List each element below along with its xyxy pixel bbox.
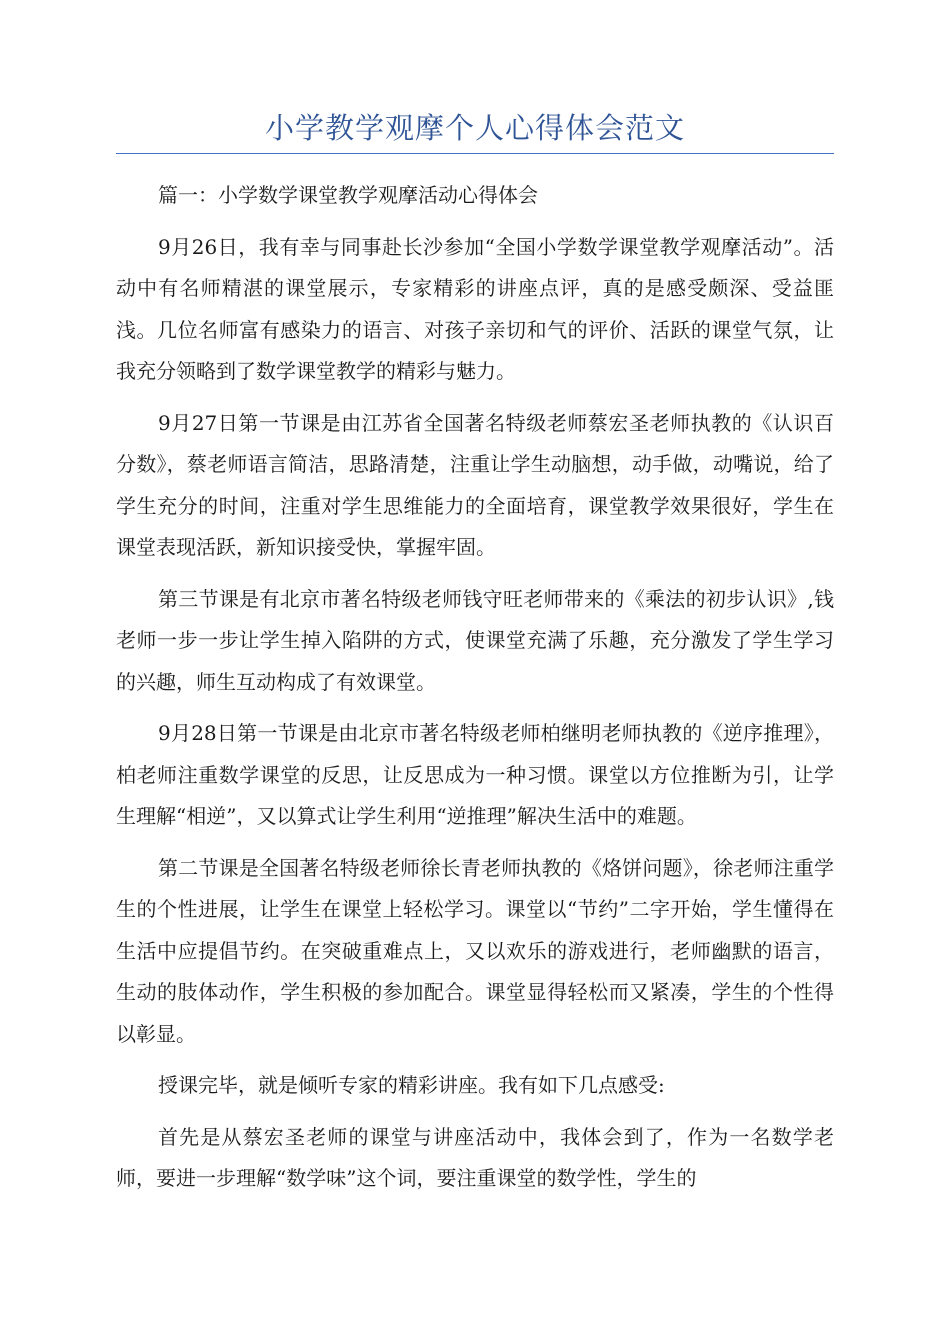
paragraph: 首先是从蔡宏圣老师的课堂与讲座活动中，我体会到了，作为一名数学老师，要进一步理解“数学味”这个词，要注重课堂的数学性，学生的 (116, 1124, 834, 1190)
paragraph: 9月26日，我有幸与同事赴长沙参加“全国小学数学课堂教学观摩活动”。活动中有名师精湛的课堂展示，专家精彩的讲座点评，真的是感受颇深、受益匪浅。几位名师富有感染力的语言、对孩子亲切和气的评价、活跃的课堂气氛，让我充分领略到了数学课堂教学的精彩与魅力。 (116, 234, 834, 383)
paragraph: 第三节课是有北京市著名特级老师钱守旺老师带来的《乘法的初步认识》,钱老师一步一步让学生掉入陷阱的方式，使课堂充满了乐趣，充分激发了学生学习的兴趣，师生互动构成了有效课堂。 (116, 586, 834, 694)
document-body (116, 175, 834, 1210)
title-underline (116, 153, 834, 154)
paragraph: 授课完毕，就是倾听专家的精彩讲座。我有如下几点感受: (158, 1073, 665, 1097)
paragraph: 第二节课是全国著名特级老师徐长青老师执教的《烙饼问题》，徐老师注重学生的个性进展，让学生在课堂上轻松学习。课堂以“节约”二字开始，学生懂得在生活中应提倡节约。在突破重难点上，又以欢乐的游戏进行，老师幽默的语言，生动的肢体动作，学生积极的参加配合。课堂显得轻松而又紧凑，学生的个性得以彰显。 (116, 855, 834, 1046)
paragraph: 9月28日第一节课是由北京市著名特级老师柏继明老师执教的《逆序推理》，柏老师注重数学课堂的反思，让反思成为一种习惯。课堂以方位推断为引，让学生理解“相逆”，又以算式让学生利用“逆推理”解决生活中的难题。 (116, 721, 834, 828)
document-title: 小学教学观摩个人心得体会范文 (264, 111, 685, 145)
paragraph: 9月27日第一节课是由江苏省全国著名特级老师蔡宏圣老师执教的《认识百分数》，蔡老师语言简洁，思路清楚，注重让学生动脑想，动手做，动嘴说，给了学生充分的时间，注重对学生思维能力的全面培育，课堂教学效果很好，学生在课堂表现活跃，新知识接受快，掌握牢固。 (116, 410, 834, 559)
paragraph-section-heading: 篇一：小学数学课堂教学观摩活动心得体会 (158, 183, 538, 207)
